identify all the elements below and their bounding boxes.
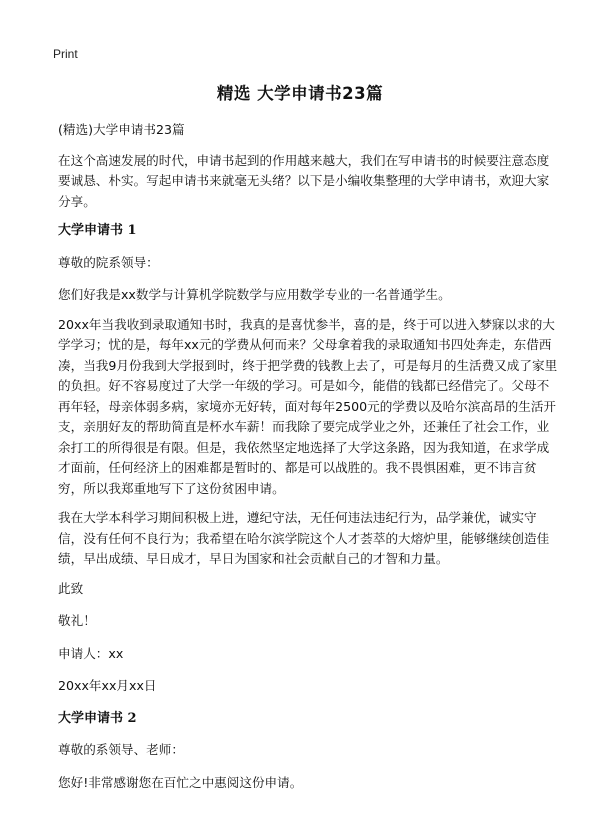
salutation-2: 尊敬的系领导、老师： — [58, 742, 184, 757]
applicant-line: 申请人：xx — [58, 645, 124, 661]
page-title: 精选 大学申请书23篇 — [216, 84, 384, 103]
closing-line-1: 此致 — [58, 580, 84, 596]
salutation-1: 尊敬的院系领导： — [58, 254, 159, 270]
document-subtitle: (精选)大学申请书23篇 — [58, 122, 185, 137]
self-intro-line: 您们好我是xx数学与计算机学院数学与应用数学专业的一名普通学生。 — [58, 287, 451, 302]
print-label: Print — [53, 47, 78, 61]
document-body — [58, 120, 558, 805]
intro-paragraph: 在这个高速发展的时代，申请书起到的作用越来越大，我们在写申请书的时候要注意态度要诚恳、朴实。写起申请书来就毫无头绪？以下是小编收集整理的大学申请书，欢迎大家分享。 — [58, 152, 550, 209]
section-heading-1: 大学申请书 1 — [58, 223, 137, 238]
body-paragraph-2: 我在大学本科学习期间积极上进，遵纪守法，无任何违法违纪行为，品学兼优，诚实守信，没有任何不良行为；我希望在哈尔滨学院这个人才荟萃的大熔炉里，能够继续创造佳绩，早出成绩、早日成才，早日为国家和社会贡献自己的才智和力量。 — [58, 510, 550, 566]
body-paragraph-1: 20xx年当我收到录取通知书时，我真的是喜忧参半，喜的是，终于可以进入梦寐以求的大学学习；忧的是，每年xx元的学费从何而来？父母拿着我的录取通知书四处奔走，东借西凑，当我9月份我到大学报到时，终于把学费的钱教上去了，可是每月的生活费又成了家里的负担。好不容易度过了大学一年级的学习。可是如今，能借的钱都已经借完了。父母不再年轻，母亲体弱多病，家境亦无好转，面对每年2500元的学费以及哈尔滨高昂的生活开支，亲朋好友的帮助简直是杯水车薪！而我除了要完成学业之外，还兼任了社会工作，业余打工的所得很是有限。但是，我依然坚定地选择了大学这条路，因为我知道，在求学成才面前，任何经济上的困难都是暂时的、都是可以战胜的。我不畏惧困难，更不讳言贫穷，所以我郑重地写下了这份贫困申请。 — [58, 316, 558, 496]
date-line: 20xx年xx月xx日 — [58, 678, 157, 693]
section-heading-2: 大学申请书 2 — [58, 710, 137, 726]
closing-line-2: 敬礼！ — [58, 613, 96, 628]
opening-line-2: 您好!非常感谢您在百忙之中惠阅这份申请。 — [58, 774, 303, 790]
